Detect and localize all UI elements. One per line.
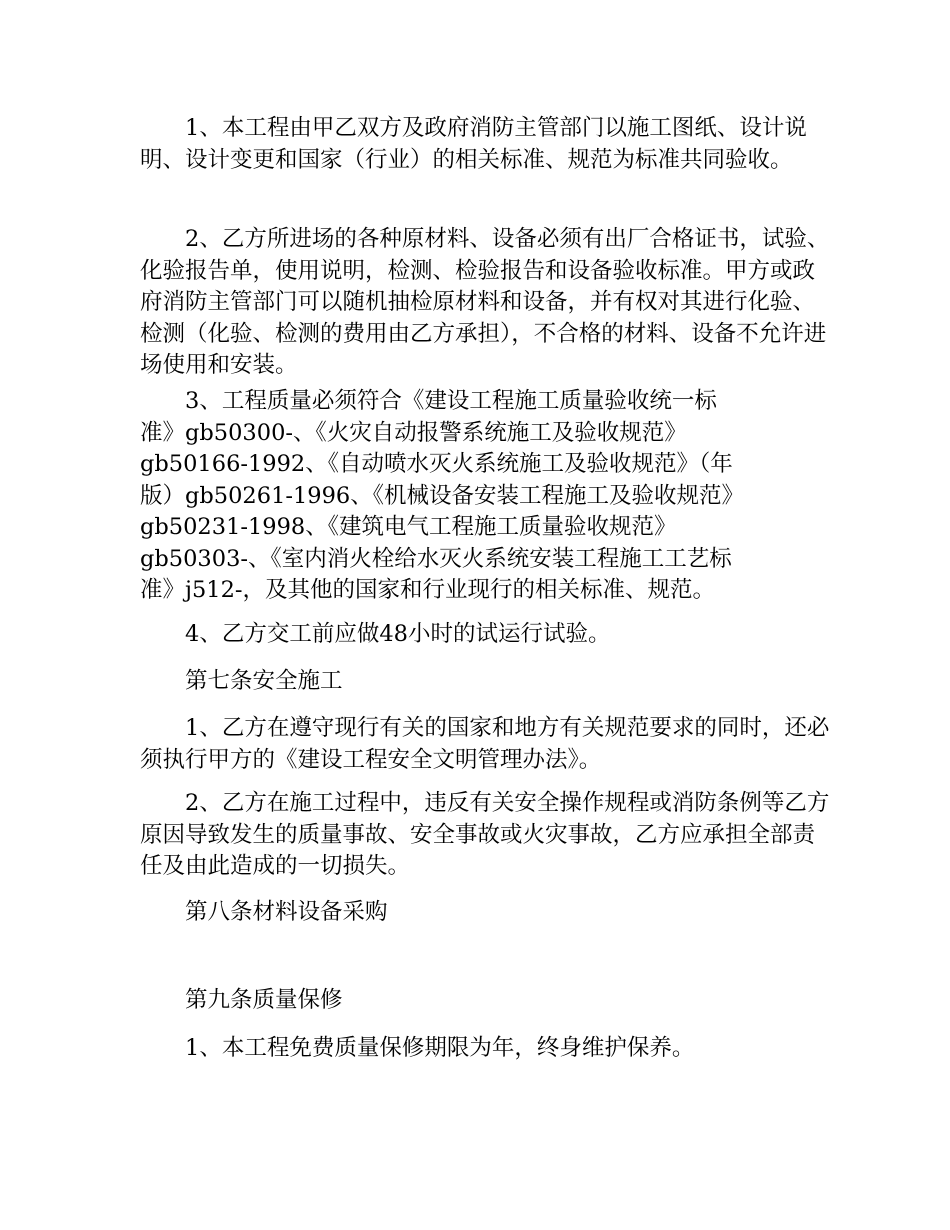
paragraph-safety-liability: 2、乙方在施工过程中，违反有关安全操作规程或消防条例等乙方原因导致发生的质量事故、安全事故或火灾事故，乙方应承担全部责任及由此造成的一切损失。 — [140, 790, 830, 879]
paragraph-trial-run: 4、乙方交工前应做48小时的试运行试验。 — [185, 621, 611, 647]
paragraph-materials-certification: 2、乙方所进场的各种原材料、设备必须有出厂合格证书，试验、化验报告单，使用说明，检测、检验报告和设备验收标准。甲方或政府消防主管部门可以随机抽检原材料和设备，并有权对其进行化验、检测（化验、检测的费用由乙方承担），不合格的材料、设备不允许进场使用和安装。 — [140, 226, 830, 378]
paragraph-safety-compliance: 1、乙方在遵守现行有关的国家和地方有关规范要求的同时，还必须执行甲方的《建设工程安全文明管理办法》。 — [140, 715, 830, 773]
heading-article-seven: 第七条安全施工 — [185, 668, 343, 694]
heading-article-eight: 第八条材料设备采购 — [185, 899, 388, 925]
paragraph-warranty: 1、本工程免费质量保修期限为年，终身维护保养。 — [185, 1035, 695, 1061]
heading-article-nine: 第九条质量保修 — [185, 987, 343, 1013]
paragraph-quality-standards: 3、工程质量必须符合《建设工程施工质量验收统一标 准》gb50300-、《火灾自动报警系统施工及验收规范》 gb50166-1992、《自动喷水灭火系统施工及验收规范》（年 版）gb50261-1996、《机械设备安装工程施工及验收规范》 gb50231-1998、《建筑电气工程施工质量验收规范》 gb50303-、《室内消火栓给水灭火系统安装工程施工工艺标 准》j512-，及其他的国家和行业现行的相关标准、规范。 — [140, 388, 744, 603]
paragraph-acceptance-standard: 1、本工程由甲乙双方及政府消防主管部门以施工图纸、设计说明、设计变更和国家（行业）的相关标准、规范为标准共同验收。 — [140, 115, 807, 173]
